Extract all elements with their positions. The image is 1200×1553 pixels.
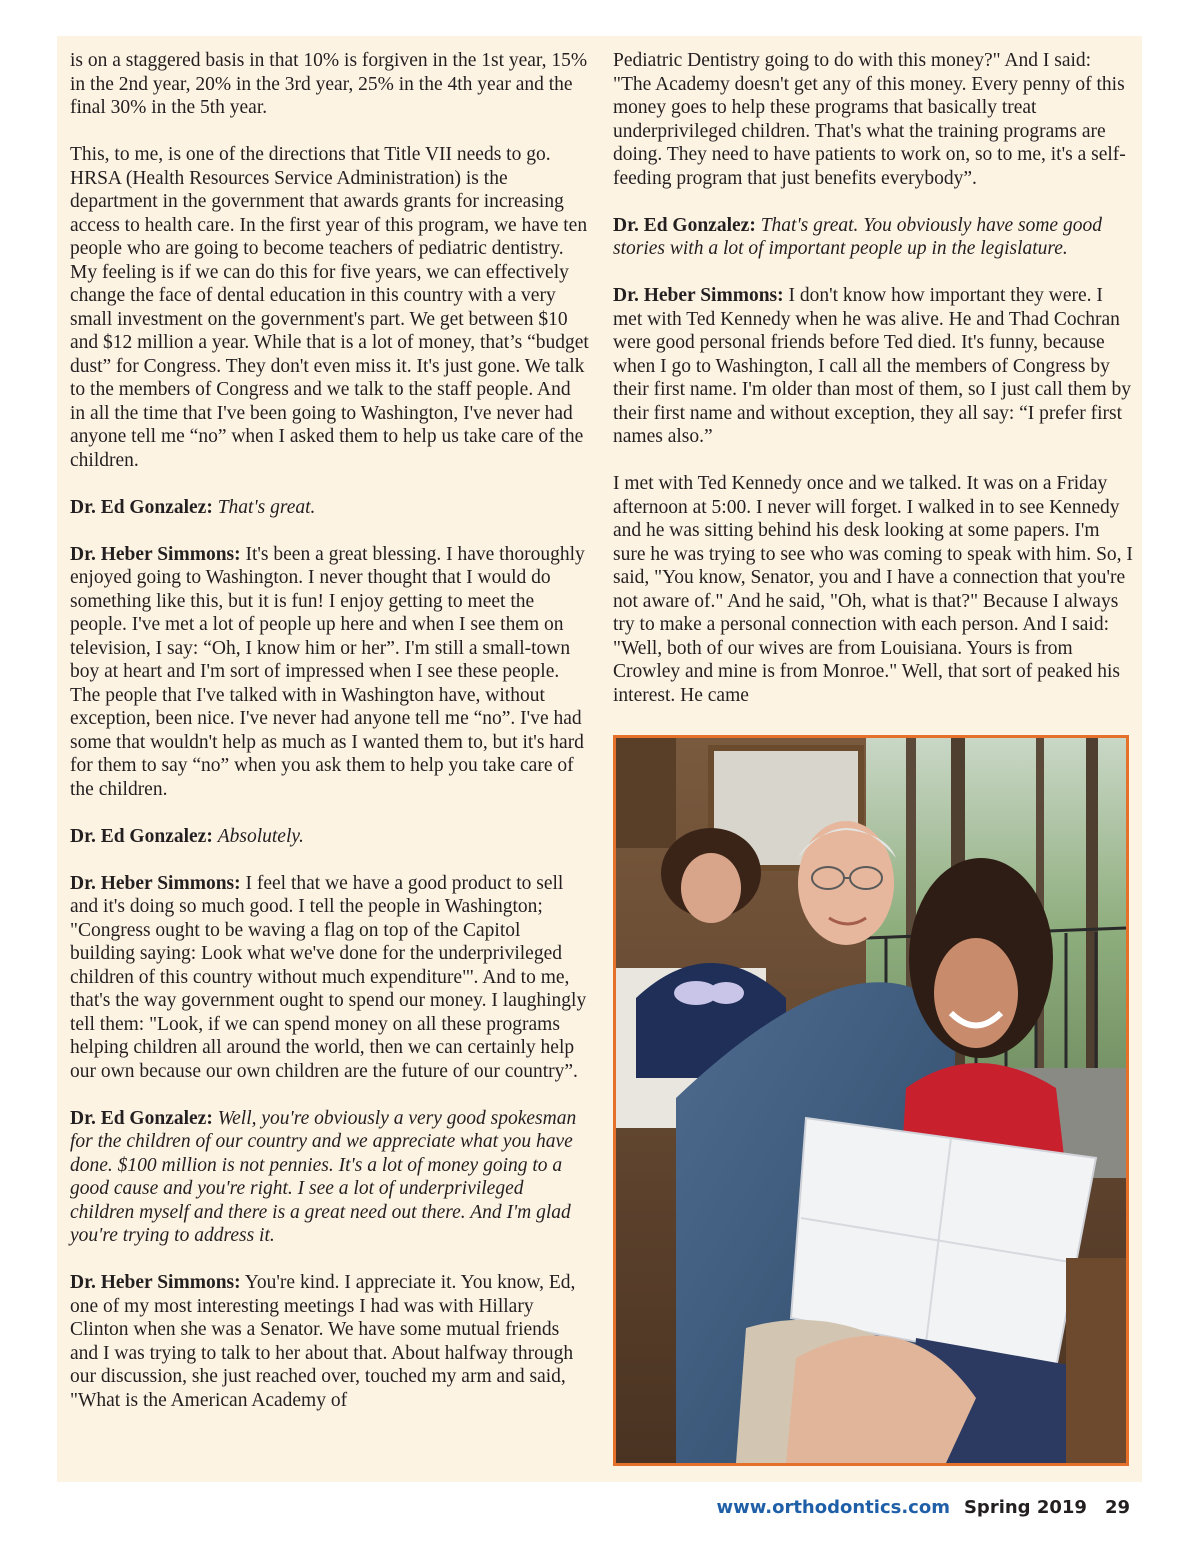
paragraph-9: Pediatric Dentistry going to do with this money?" And I said: "The Academy doesn't get any of this money. Every penny of this money goes to help these programs that basically treat underprivileged children. That's what the training programs are doing. They need to have patients to work on, so to me, it's a self-feeding program that just benefits everybody”. bbox=[613, 50, 1126, 189]
speaker-name: Dr. Heber Simmons: bbox=[70, 543, 241, 565]
speech-text: I feel that we have a good product to sell and it's doing so much good. I tell the people in Washington; "Congress ought to be waving a flag on top of the Capitol building saying: Look what we've done for the underprivileged children of this country without much expenditure"'. And to me, that's the way government ought to spend our money. I laughingly tell them: "Look, if we can spend money on all these programs helping children all around the world, then we can certainly help our own because our own children are the future of our country”. bbox=[70, 872, 587, 1082]
left-text-column bbox=[70, 49, 590, 1436]
speech-text: It's been a great blessing. I have thoroughly enjoyed going to Washington. I never thought that I would do something like this, but it is fun! I enjoy getting to meet the people. I've met a lot of people up here and when I see them on television, I say: “Oh, I know him or her”. I'm still a small-town boy at heart and I'm sort of impressed when I see these people. The people that I've talked with in Washington have, without exception, been nice. I've never had anyone tell me “no”. I've had some that wouldn't help as much as I wanted them to, but it's hard for them to say “no” when you ask them to help you take care of the children. bbox=[70, 543, 585, 800]
speech-text: I don't know how important they were. I met with Ted Kennedy when he was alive. He and Thad Cochran were good personal friends before Ted died. It's funny, because when I go to Washington, I call all the members of Congress by their first name. I'm older than most of them, so I just call them by their first name and without exception, they all say: “I prefer first names also.” bbox=[613, 285, 1131, 447]
paragraph-4 bbox=[70, 543, 590, 802]
photo-illustration bbox=[616, 738, 1126, 1463]
paragraph-1: is on a staggered basis in that 10% is forgiven in the 1st year, 15% in the 2nd year, 20% in the 3rd year, 25% in the 4th year and the final 30% in the 5th year. bbox=[70, 50, 588, 118]
website-url[interactable]: www.orthodontics.com bbox=[716, 1497, 950, 1518]
speaker-name: Dr. Heber Simmons: bbox=[70, 872, 241, 894]
paragraph-5 bbox=[70, 825, 590, 849]
speaker-name: Dr. Ed Gonzalez: bbox=[70, 496, 213, 518]
speech-text: Well, you're obviously a very good spokesman for the children of our country and we appreciate what you have done. $100 million is not pennies. It's a lot of money going to a good cause and you're right. I see a lot of underprivileged children myself and there is a great need out there. And I'm glad you're trying to address it. bbox=[70, 1107, 577, 1246]
speech-text: Absolutely. bbox=[217, 825, 304, 847]
paragraph-8 bbox=[70, 1271, 590, 1412]
right-text-column bbox=[613, 49, 1133, 731]
paragraph-6 bbox=[70, 872, 590, 1084]
paragraph-10 bbox=[613, 214, 1133, 261]
paragraph-3 bbox=[70, 496, 590, 520]
page-footer bbox=[717, 1497, 1131, 1518]
speech-text: You're kind. I appreciate it. You know, Ed, one of my most interesting meetings I had was with Hillary Clinton when she was a Senator. We have some mutual friends and I was trying to talk to her about that. About halfway through our discussion, she just reached over, touched my arm and said, "What is the American Academy of bbox=[70, 1272, 576, 1411]
speech-text: That's great. You obviously have some good stories with a lot of important people up in the legislature. bbox=[613, 214, 1102, 259]
speaker-name: Dr. Heber Simmons: bbox=[613, 285, 784, 306]
paragraph-12: I met with Ted Kennedy once and we talked. It was on a Friday afternoon at 5:00. I never will forget. I walked in to see Kennedy and he was sitting behind his desk looking at some papers. I'm sure he was trying to see who was coming to speak with him. So, I said, "You know, Senator, you and I have a connection that you're not aware of." And he said, "Oh, what is that?" Because I always try to make a personal connection with each person. And I said: "Well, both of our wives are from Louisiana. Yours is from Crowley and mine is from Monroe." Well, that sort of peaked his interest. He came bbox=[613, 473, 1133, 706]
dentist-with-child-patient-photo bbox=[613, 735, 1129, 1466]
speech-text: That's great. bbox=[217, 496, 316, 518]
paragraph-11 bbox=[613, 284, 1133, 449]
speaker-name: Dr. Heber Simmons: bbox=[70, 1272, 241, 1293]
speaker-name: Dr. Ed Gonzalez: bbox=[613, 214, 756, 236]
speaker-name: Dr. Ed Gonzalez: bbox=[70, 1107, 213, 1129]
issue-label: Spring 2019 bbox=[963, 1497, 1087, 1518]
page-number: 29 bbox=[1104, 1497, 1130, 1518]
paragraph-7 bbox=[70, 1107, 590, 1248]
speaker-name: Dr. Ed Gonzalez: bbox=[70, 825, 213, 847]
paragraph-2: This, to me, is one of the directions that Title VII needs to go. HRSA (Health Resources Service Administration) is the department in the government that awards grants for increasing access to health care. In the first year of this program, we have ten people who are going to become teachers of pediatric dentistry. My feeling is if we can do this for five years, we can effectively change the face of dental education in this country with a very small investment on the government's part. We get between $10 and $12 million a year. While that is a lot of money, that’s “budget dust” for Congress. They don't even miss it. It's just gone. We talk to the members of Congress and we talk to the staff people. And in all the time that I've been going to Washington, I've never had anyone tell me “no” when I asked them to help us take care of the children. bbox=[70, 144, 589, 471]
